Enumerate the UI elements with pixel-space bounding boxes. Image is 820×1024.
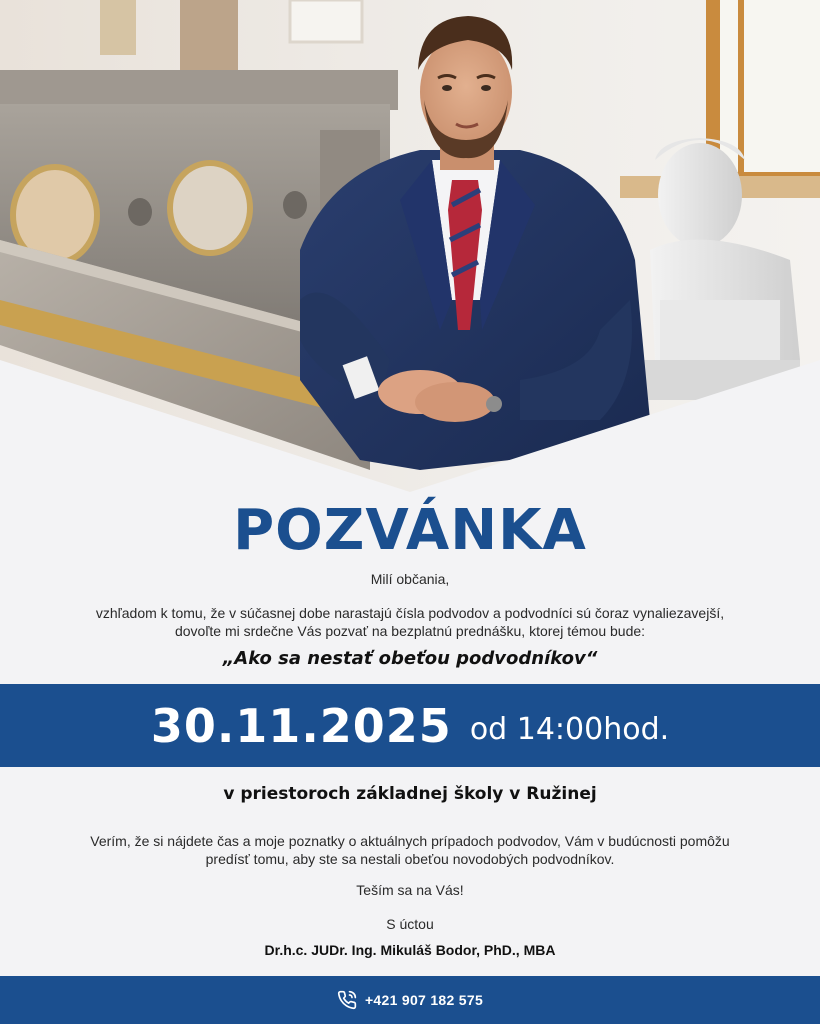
event-date: 30.11.2025 xyxy=(150,698,452,753)
event-location: v priestoroch základnej školy v Ružinej xyxy=(223,784,597,804)
body-line-2: predísť tomu, aby ste sa nestali obeťou novodobých podvodníkov. xyxy=(205,851,615,867)
event-time: od 14:00hod. xyxy=(469,712,670,747)
intro-paragraph xyxy=(30,604,790,640)
signature: Dr.h.c. JUDr. Ing. Mikuláš Bodor, PhD., MBA xyxy=(264,942,556,958)
closing-text: Teším sa na Vás! xyxy=(356,882,464,898)
greeting-text: Milí občania, xyxy=(370,571,450,587)
footer-contact-bar xyxy=(0,976,820,1024)
body-line-1: Verím, že si nájdete čas a moje poznatky o aktuálnych prípadoch podvodov, Vám v budúcnosti pomôžu xyxy=(90,833,730,849)
phone-call-icon xyxy=(337,990,357,1010)
intro-line-2: dovoľte mi srdečne Vás pozvať na bezplatnú prednášku, ktorej témou bude: xyxy=(174,623,646,639)
hero-photo xyxy=(0,0,820,500)
regards-text: S úctou xyxy=(386,916,434,932)
phone-number[interactable]: +421 907 182 575 xyxy=(364,992,484,1008)
event-date-band xyxy=(0,684,820,767)
page-title: POZVÁNKA xyxy=(233,498,587,563)
lecture-topic: „Ako sa nestať obeťou podvodníkov“ xyxy=(222,648,598,669)
body-paragraph xyxy=(30,832,790,868)
hero-illustration xyxy=(0,0,820,500)
intro-line-1: vzhľadom k tomu, že v súčasnej dobe narastajú čísla podvodov a podvodníci sú čoraz vynaliezavejší, xyxy=(95,605,725,621)
